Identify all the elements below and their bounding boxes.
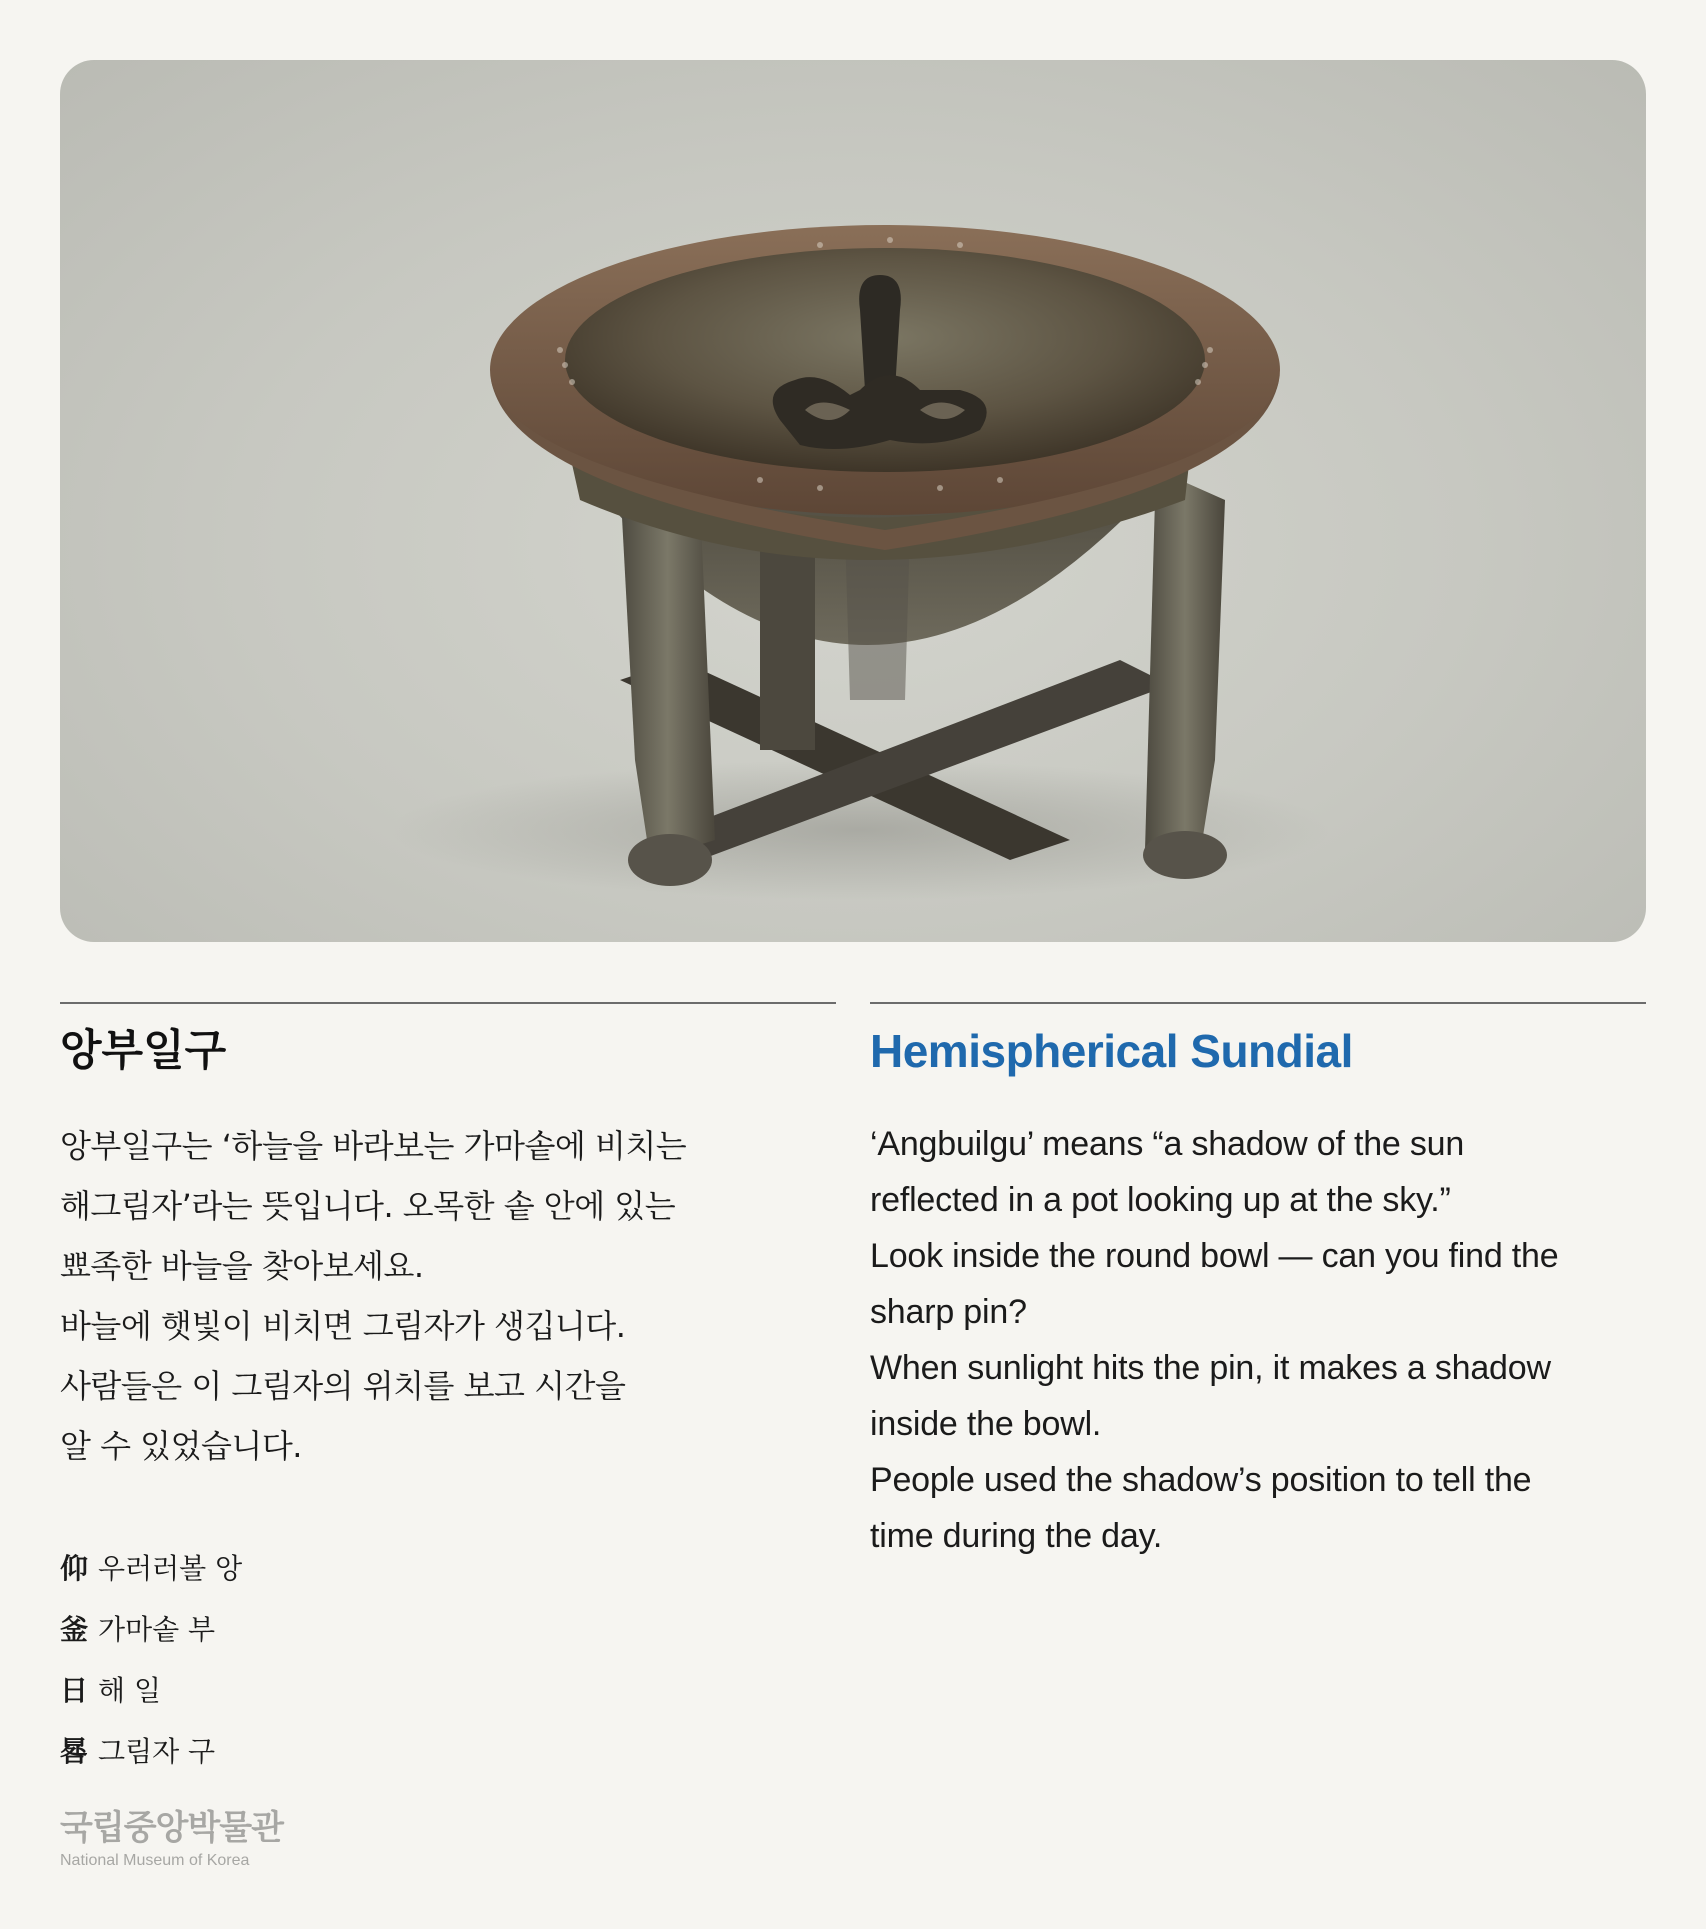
- english-line: time during the day.: [870, 1517, 1163, 1555]
- hanja-item: [60, 1721, 836, 1782]
- sundial-image: [60, 60, 1646, 942]
- museum-logo: [60, 1808, 283, 1874]
- korean-line: 뾰족한 바늘을 찾아보세요.: [60, 1247, 424, 1285]
- hanja-glossary: [60, 1538, 836, 1782]
- hanja-meaning: 우러러볼 앙: [98, 1552, 243, 1585]
- english-line: reflected in a pot looking up at the sky.”: [870, 1181, 1451, 1219]
- hanja-item: [60, 1538, 836, 1599]
- english-line: People used the shadow’s position to tell the: [870, 1461, 1532, 1499]
- hanja-char: 日: [60, 1674, 89, 1707]
- hanja-item: [60, 1660, 836, 1721]
- korean-description: [60, 1116, 836, 1476]
- hanja-item: [60, 1599, 836, 1660]
- english-description: [870, 1116, 1646, 1564]
- english-title: Hemispherical Sundial: [870, 1025, 1353, 1077]
- korean-line: 사람들은 이 그림자의 위치를 보고 시간을: [60, 1367, 626, 1405]
- english-line: inside the bowl.: [870, 1405, 1102, 1443]
- logo-english: National Museum of Korea: [60, 1852, 250, 1869]
- korean-line: 알 수 있었습니다.: [60, 1427, 302, 1465]
- hanja-char: 仰: [60, 1552, 89, 1585]
- english-line: Look inside the round bowl — can you find the: [870, 1237, 1559, 1275]
- korean-column: [60, 1002, 836, 1782]
- korean-line: 해그림자’라는 뜻입니다. 오목한 솥 안에 있는: [60, 1187, 676, 1225]
- hanja-char: 釜: [60, 1613, 89, 1646]
- english-line: ‘Angbuilgu’ means “a shadow of the sun: [870, 1125, 1465, 1163]
- korean-line: 바늘에 햇빛이 비치면 그림자가 생깁니다.: [60, 1307, 626, 1345]
- english-column: [870, 1002, 1646, 1564]
- korean-title: 앙부일구: [60, 1026, 227, 1076]
- korean-line: 앙부일구는 ‘하늘을 바라보는 가마솥에 비치는: [60, 1127, 687, 1165]
- english-line: sharp pin?: [870, 1293, 1027, 1331]
- english-line: When sunlight hits the pin, it makes a shadow: [870, 1349, 1551, 1387]
- hanja-meaning: 해 일: [98, 1674, 162, 1707]
- divider-korean: [60, 1002, 836, 1004]
- logo-korean: 국립중앙박물관: [60, 1808, 283, 1848]
- hanja-meaning: 그림자 구: [98, 1735, 216, 1768]
- hanja-meaning: 가마솥 부: [98, 1613, 216, 1646]
- divider-english: [870, 1002, 1646, 1004]
- artifact-photo: [60, 60, 1646, 942]
- hanja-char: 晷: [60, 1735, 89, 1768]
